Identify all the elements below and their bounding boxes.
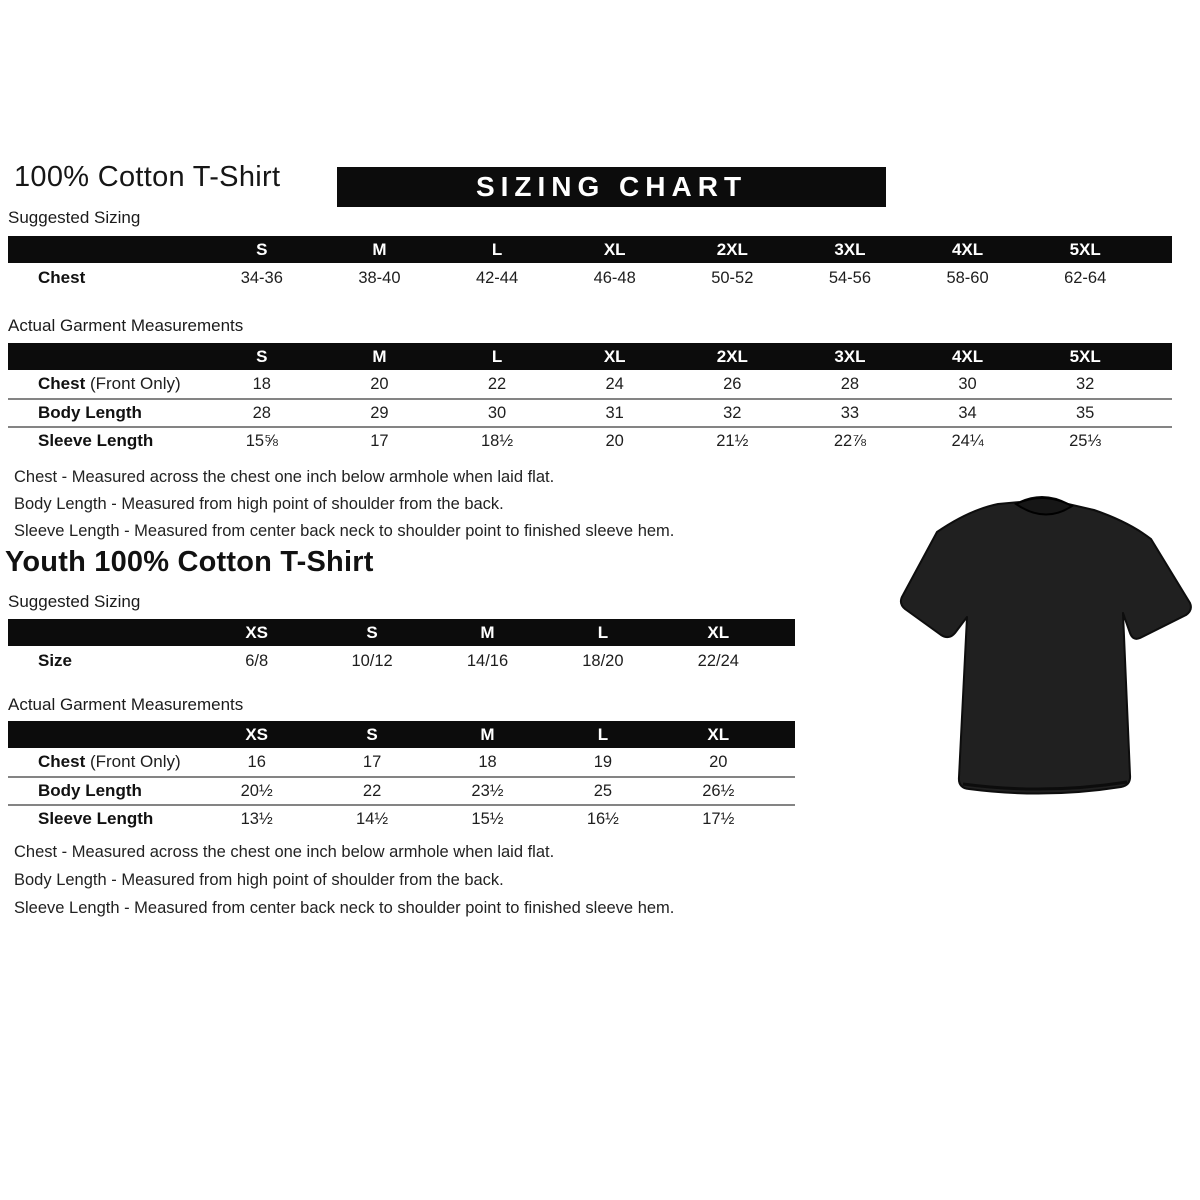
row-label: [8, 781, 199, 801]
column-header: M: [480, 724, 495, 744]
table-cell: 13½: [240, 809, 273, 828]
table-cell: 18½: [481, 431, 514, 450]
column-header: XS: [245, 724, 269, 744]
row-label-bold: Size: [38, 651, 73, 670]
row-label-bold: Sleeve Length: [38, 809, 154, 828]
table-cell: 22⅞: [833, 431, 866, 450]
table-cell: 22: [362, 781, 382, 800]
row-label-bold: Chest: [38, 268, 86, 287]
youth-measurements-table: [8, 721, 795, 832]
tshirt-body-shape: [901, 497, 1191, 794]
table-cell: 17: [362, 752, 382, 771]
table-row: [8, 748, 795, 776]
table-cell: 10/12: [351, 651, 393, 670]
table-cell: 25: [593, 781, 613, 800]
table-cell: 32: [1076, 374, 1095, 393]
column-header: L: [491, 239, 503, 259]
sizing-chart-banner: [337, 167, 886, 207]
table-cell: 46-48: [593, 268, 636, 287]
table-cell: 33: [840, 403, 860, 422]
measurement-note-body-length: Body Length - Measured from high point of shoulder from the back.: [14, 495, 504, 513]
youth-suggested-sizing-label: Suggested Sizing: [8, 592, 141, 611]
table-cell: 21½: [716, 431, 749, 450]
column-header: 2XL: [716, 346, 748, 366]
table-cell: 17: [370, 431, 389, 450]
table-cell: 32: [723, 403, 742, 422]
table-row: [8, 398, 1172, 426]
column-header: S: [256, 346, 268, 366]
table-cell: 34: [958, 403, 977, 422]
adult-measurements-table: [8, 343, 1172, 454]
row-label-bold: Body Length: [38, 403, 142, 422]
table-cell: 16: [247, 752, 266, 771]
column-header: XL: [603, 346, 626, 366]
column-header: XS: [245, 622, 269, 642]
table-cell: 22: [487, 374, 507, 393]
column-header: L: [597, 724, 609, 744]
youth-page-title: Youth 100% Cotton T-Shirt: [5, 546, 374, 578]
row-label-bold: Chest: [38, 752, 86, 771]
table-cell: 26½: [702, 781, 735, 800]
measurement-note-sleeve-length: Sleeve Length - Measured from center back neck to shoulder point to finished sleeve hem.: [14, 522, 675, 540]
column-header: 3XL: [834, 239, 866, 259]
table-row: [8, 263, 1172, 293]
row-label-bold: Body Length: [38, 781, 142, 800]
column-header: L: [597, 622, 609, 642]
table-row: [8, 776, 795, 804]
table-cell: 30: [958, 374, 977, 393]
page-title: 100% Cotton T-Shirt: [14, 161, 281, 193]
table-cell: 42-44: [475, 268, 519, 287]
table-cell: 17½: [702, 809, 735, 828]
table-cell: 19: [593, 752, 613, 771]
column-header: 5XL: [1069, 346, 1101, 366]
table-cell: 29: [370, 403, 389, 422]
adult-suggested-sizing-table: [8, 236, 1172, 293]
sizing-chart-banner-label: SIZING CHART: [475, 171, 748, 202]
table-row: [8, 370, 1172, 398]
row-label: [8, 403, 203, 423]
column-header: 4XL: [951, 239, 984, 259]
youth-measurement-note-sleeve-length: Sleeve Length - Measured from center back neck to shoulder point to finished sleeve hem.: [14, 899, 675, 917]
table-cell: 20: [370, 374, 389, 393]
row-label: [8, 431, 203, 451]
table-cell: 18: [252, 374, 271, 393]
adult-suggested-sizing-label: Suggested Sizing: [8, 208, 141, 227]
column-header: XL: [603, 239, 626, 259]
table-cell: 14½: [356, 809, 389, 828]
column-header: 3XL: [834, 346, 866, 366]
table-header-row: [8, 236, 1172, 263]
column-header: S: [366, 724, 378, 744]
table-cell: 28: [840, 374, 860, 393]
table-row: [8, 646, 795, 676]
table-header-row: [8, 721, 795, 748]
youth-measurements-label: Actual Garment Measurements: [8, 695, 244, 714]
table-cell: 24¼: [951, 431, 984, 450]
column-header: M: [372, 346, 387, 366]
column-header: S: [256, 239, 268, 259]
table-cell: 22/24: [697, 651, 739, 670]
table-cell: 54-56: [828, 268, 872, 287]
measurement-note-chest: Chest - Measured across the chest one inch below armhole when laid flat.: [14, 468, 555, 486]
table-cell: 6/8: [245, 651, 269, 670]
table-cell: 62-64: [1064, 268, 1107, 287]
table-cell: 30: [487, 403, 507, 422]
column-header: 4XL: [951, 346, 984, 366]
column-header: 5XL: [1069, 239, 1101, 259]
table-cell: 24: [605, 374, 624, 393]
youth-measurement-note-chest: Chest - Measured across the chest one inch below armhole when laid flat.: [14, 843, 555, 861]
table-cell: 18/20: [582, 651, 624, 670]
black-tshirt-image: [897, 479, 1193, 809]
table-cell: 15⅝: [245, 431, 278, 450]
table-cell: 20½: [240, 781, 273, 800]
adult-measurements-label: Actual Garment Measurements: [8, 316, 244, 335]
row-label-bold: Sleeve Length: [38, 431, 154, 450]
table-cell: 50-52: [711, 268, 754, 287]
table-cell: 25⅓: [1069, 431, 1102, 450]
table-row: [8, 804, 795, 832]
youth-measurement-note-body-length: Body Length - Measured from high point of shoulder from the back.: [14, 871, 504, 889]
table-cell: 14/16: [466, 651, 509, 670]
column-header: 2XL: [716, 239, 748, 259]
column-header: M: [480, 622, 495, 642]
table-cell: 58-60: [946, 268, 989, 287]
column-header: XL: [707, 724, 730, 744]
table-cell: 34-36: [240, 268, 283, 287]
column-header: XL: [707, 622, 730, 642]
table-cell: 15½: [471, 809, 504, 828]
row-label-bold: Chest: [38, 374, 86, 393]
column-header: L: [491, 346, 503, 366]
table-cell: 23½: [471, 781, 504, 800]
table-cell: 26: [723, 374, 742, 393]
column-header: S: [366, 622, 378, 642]
table-header-row: [8, 619, 795, 646]
table-cell: 31: [605, 403, 624, 422]
row-label: [8, 268, 203, 288]
table-cell: 16½: [586, 809, 619, 828]
column-header: M: [372, 239, 387, 259]
row-label: [8, 809, 199, 829]
youth-suggested-sizing-table: [8, 619, 795, 676]
row-label: Chest (Front Only): [38, 374, 181, 393]
table-cell: 28: [252, 403, 271, 422]
table-cell: 18: [478, 752, 497, 771]
table-cell: 20: [709, 752, 728, 771]
table-cell: 38-40: [358, 268, 401, 287]
table-header-row: [8, 343, 1172, 370]
row-label: [8, 651, 199, 671]
table-cell: 20: [605, 431, 624, 450]
row-label: Chest (Front Only): [38, 752, 181, 771]
table-cell: 35: [1076, 403, 1095, 422]
table-row: [8, 426, 1172, 454]
